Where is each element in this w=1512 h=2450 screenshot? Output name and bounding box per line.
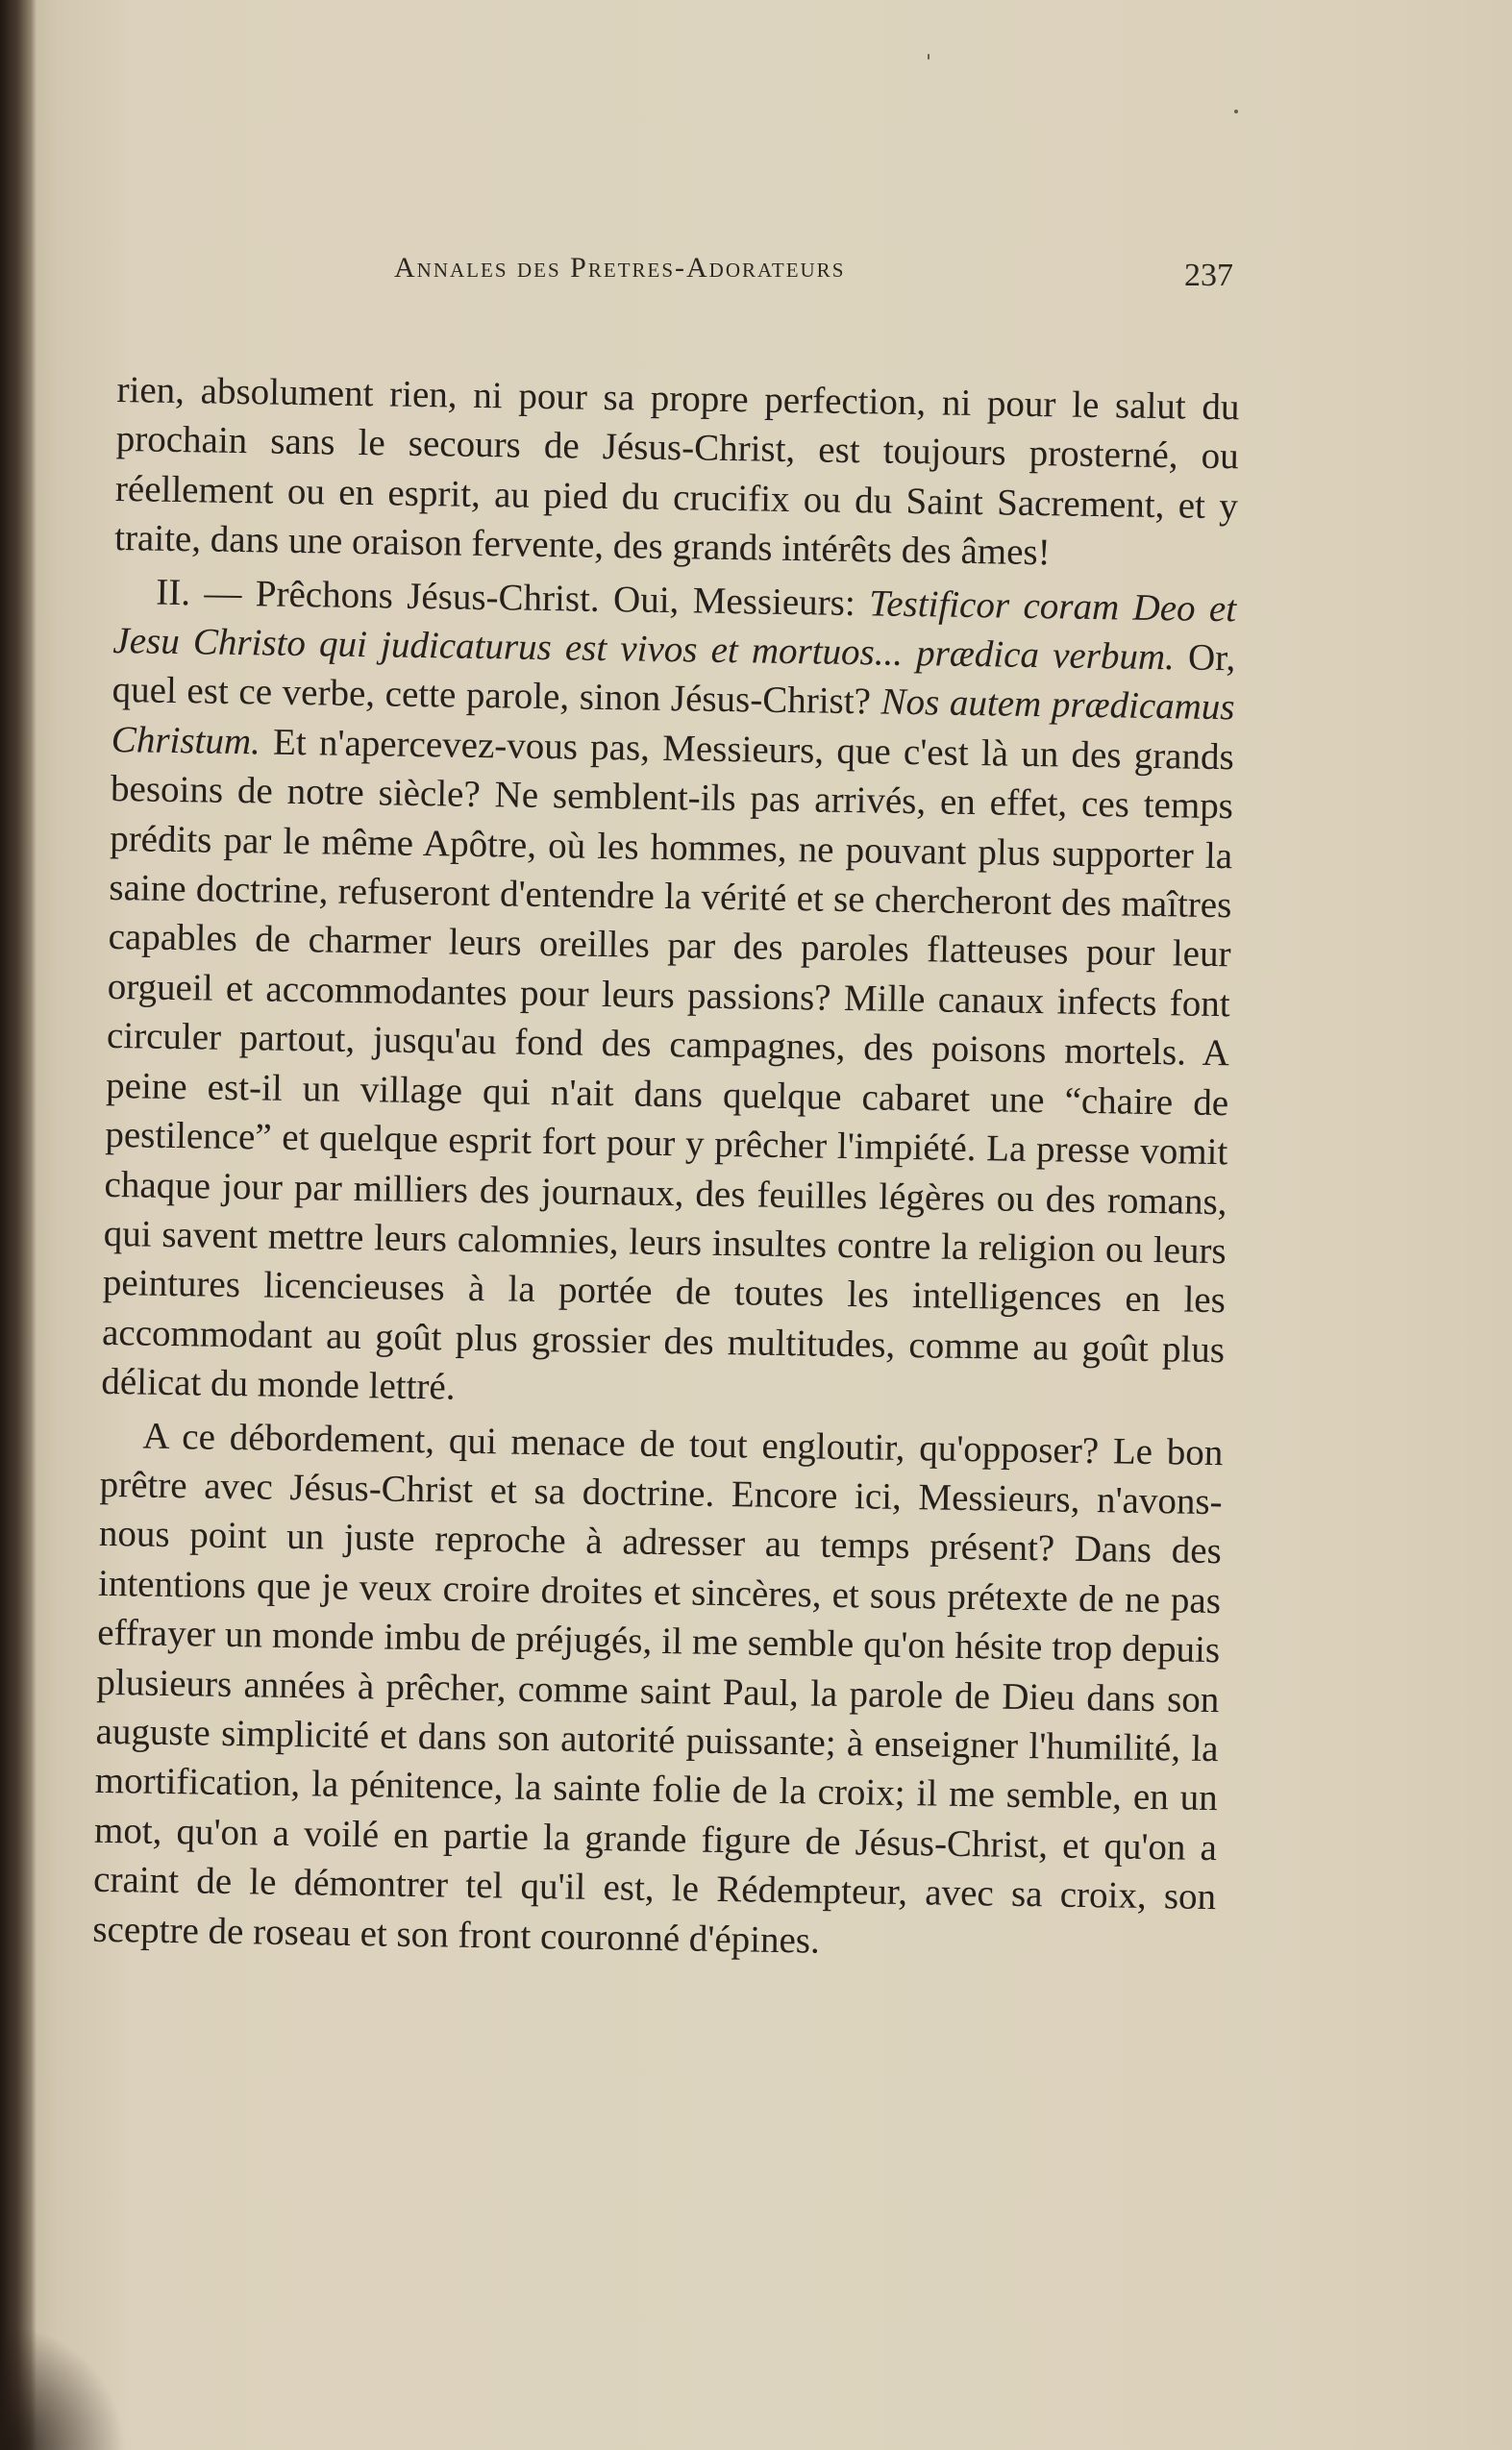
latin-quote-2: Nos autem prædicamus Christum.	[111, 681, 1235, 763]
paragraph-2-text-3: Et n'apercevez-vous pas, Messieurs, que c'est là un des grands besoins de notre siècle? Ne semblent-ils pas arrivés, en effet, ces temps prédits par le même Apôtre, où les hommes, ne pouvant plus supporter la saine doctrine, refuseront d'entendre la vérité et se chercheront des maîtres capables de charmer leurs oreilles par des paroles flatteuses pour leur orgueil et accommodantes pour leurs passions? Mille canaux infects font circuler partout, jusqu'au fond des campagnes, des poisons mortels. A peine est-il un village qui n'ait dans quelque cabaret une “chaire de pestilence” et quelque esprit fort pour y prêcher l'impiété. La presse vomit chaque jour par milliers des journaux, des feuilles légères ou des romans, qui savent mettre leurs calomnies, leurs insultes contre la religion ou leurs peintures licencieuses à la portée de toutes les intelligences en les accommodant au goût plus grossier des multitudes, comme au goût plus délicat du monde lettré.	[101, 721, 1235, 1408]
page-number: 237	[1184, 258, 1233, 293]
latin-quote-1: Testificor coram Deo et Jesu Christo qui judicaturus est vivos et mortuos... prædica verbum.	[112, 582, 1237, 679]
paragraph-3: A ce débordement, qui menace de tout engloutir, qu'opposer? Le bon prêtre avec Jésus-Christ et sa doctrine. Encore ici, Messieurs, n'avons-nous point un juste reproche à adresser au temps présent? Dans des intentions que je veux croire droites et sincères, et sous prétexte de ne pas effrayer un monde imbu de préjugés, il me semble qu'on hésite trop depuis plusieurs années à prêcher, comme saint Paul, la parole de Dieu dans son auguste simplicité et dans son autorité puissante; à enseigner l'humilité, la mortification, la pénitence, la sainte folie de la croix; il me semble, en un mot, qu'on a voilé en partie la grande figure de Jésus-Christ, et qu'on a craint de le démontrer tel qu'il est, le Rédempteur, avec sa croix, son sceptre de roseau et son front couronné d'épines.	[92, 1415, 1224, 1962]
running-title: Annales des Pretres-Adorateurs	[394, 252, 846, 284]
body-text	[92, 365, 1240, 1971]
paragraph-1: rien, absolument rien, ni pour sa propre perfection, ni pour le salut du prochain sans le secours de Jésus-Christ, est toujours prosterné, ou réellement ou en esprit, au pied du crucifix ou du Saint Sacrement, et y traite, dans une oraison fervente, des grands intérêts des âmes!	[113, 368, 1240, 574]
corner-shadow	[0, 2315, 135, 2450]
book-spine-shadow	[0, 0, 37, 2450]
paper-speck	[1234, 110, 1238, 113]
paragraph-2-intro: II. — Prêchons Jésus-Christ. Oui, Messieurs:	[155, 571, 870, 624]
paper-speck	[928, 54, 930, 60]
paragraph-2	[101, 567, 1237, 1424]
paragraph-2-text-2: Or, quel est ce verbe, cette parole, sinon Jésus-Christ?	[112, 636, 1236, 723]
